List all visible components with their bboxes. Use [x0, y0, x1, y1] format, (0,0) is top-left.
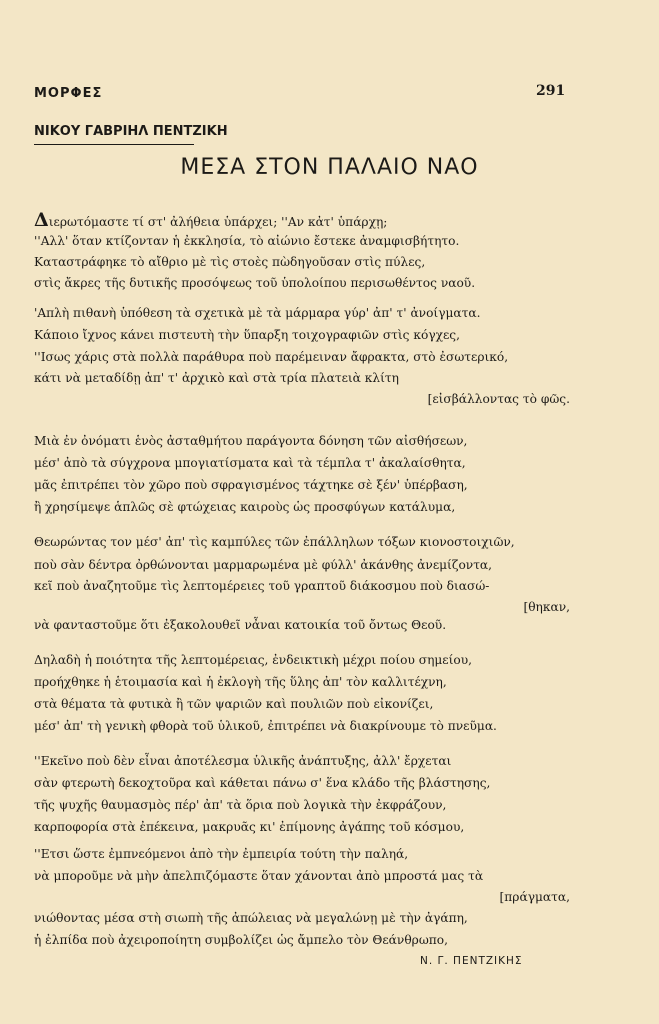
poem-line: ''Εκεῖνο ποὺ δὲν εἶναι ἀποτέλεσμα ὑλικῆς ἀνάπτυξης, ἀλλ' ἔρχεται — [34, 754, 452, 768]
poem-line: ''Αλλ' ὅταν κτίζονταν ἡ ἐκκλησία, τὸ αἰώνιο ἔστεκε ἀναμφισβήτητο. — [34, 234, 460, 248]
drop-cap: Δ — [34, 209, 49, 231]
poem-line: στὶς ἄκρες τῆς δυτικῆς προσόψεως τοῦ ὑπολοίπου περισωθέντος ναοῦ. — [34, 276, 476, 290]
poem-line: κάτι νὰ μεταδίδῃ ἀπ' τ' ἀρχικὸ καὶ στὰ τρία πλατειὰ κλίτη — [34, 371, 399, 385]
poem-line: νὰ μποροῦμε νὰ μὴν ἀπελπιζόμαστε ὅταν χάνονται ἀπὸ μπροστά μας τὰ — [34, 869, 484, 883]
poem-line: καρποφορία στὰ ἐπέκεινα, μακρυᾶς κι' ἐπίμονης ἀγάπης τοῦ κόσμου, — [34, 820, 465, 834]
poem-line: ἡ ἐλπίδα ποὺ ἀχειροποίητη συμβολίζει ὡς ἄμπελο τὸν Θεάνθρωπο, — [34, 933, 448, 947]
poem-line: τῆς ψυχῆς θαυμασμὸς πέρ' ἀπ' τὰ ὅρια ποὺ λογικὰ τὴν ἐκφράζουν, — [34, 798, 447, 812]
poem-line-continuation: [εἰσβάλλοντας τὸ φῶς. — [427, 392, 570, 406]
author-name: ΝΙΚΟΥ ΓΑΒΡΙΗΛ ΠΕΝΤΖΙΚΗ — [34, 124, 228, 139]
poem-line: ''Ετσι ὥστε ἐμπνεόμενοι ἀπὸ τὴν ἐμπειρία τούτη τὴν παληά, — [34, 847, 409, 861]
poem-line-continuation: [θηκαν, — [523, 600, 570, 614]
poem-line: Καταστράφηκε τὸ αἴθριο μὲ τὶς στοὲς πὼδηγοῦσαν στὶς πύλες, — [34, 255, 426, 269]
signature: Ν. Γ. ΠΕΝΤΖΙΚΗΣ — [420, 955, 523, 967]
poem-line-continuation: [πράγματα, — [499, 890, 570, 904]
poem-line: κεῖ ποὺ ἀναζητοῦμε τὶς λεπτομέρειες τοῦ γραπτοῦ διάκοσμου ποὺ διασώ- — [34, 579, 490, 593]
poem-line: μέσ' ἀπ' τὴ γενικὴ φθορὰ τοῦ ὑλικοῦ, ἐπιτρέπει νὰ διακρίνουμε τὸ πνεῦμα. — [34, 719, 497, 733]
poem-line: σὰν φτερωτὴ δεκοχτοῦρα καὶ κάθεται πάνω σ' ἕνα κλάδο τῆς βλάστησης, — [34, 776, 491, 790]
poem-line: ἢ χρησίμεψε ἁπλῶς σὲ φτώχειας καιροὺς ὡς προσφύγων κατάλυμα, — [34, 500, 456, 514]
poem-line: νιώθοντας μέσα στὴ σιωπὴ τῆς ἀπώλειας νὰ μεγαλώνῃ μὲ τὴν ἀγάπη, — [34, 911, 468, 925]
poem-line: Κάποιο ἴχνος κάνει πιστευτὴ τὴν ὕπαρξη τοιχογραφιῶν στὶς κόγχες, — [34, 328, 460, 342]
poem-line: μέσ' ἀπὸ τὰ σύγχρονα μπογιατίσματα καὶ τὰ τέμπλα τ' ἀκαλαίσθητα, — [34, 456, 466, 470]
poem-line: μᾶς ἐπιτρέπει τὸν χῶρο ποὺ σφραγισμένος τάχτηκε σὲ ξέν' ὑπέρβαση, — [34, 478, 468, 492]
poem-line: ''Ισως χάρις στὰ πολλὰ παράθυρα ποὺ παρέμειναν ἄφρακτα, στὸ ἐσωτερικό, — [34, 350, 509, 364]
poem-line: 'Απλὴ πιθανὴ ὑπόθεση τὰ σχετικὰ μὲ τὰ μάρμαρα γύρ' ἀπ' τ' ἀνοίγματα. — [34, 306, 481, 320]
poem-line: νὰ φανταστοῦμε ὅτι ἐξακολουθεῖ νἆναι κατοικία τοῦ ὄντως Θεοῦ. — [34, 618, 447, 632]
poem-line: ποὺ σὰν δέντρα ὀρθώνονται μαρμαρωμένα μὲ φύλλ' ἀκάνθης ἀνεμίζοντα, — [34, 558, 493, 572]
poem-line: Μιὰ ἐν ὀνόματι ἑνὸς ἀσταθμήτου παράγοντα δόνηση τῶν αἰσθήσεων, — [34, 434, 468, 448]
poem-line: Διερωτόμαστε τί στ' ἀλήθεια ὑπάρχει; ''Αν κἀτ' ὑπάρχῃ; — [34, 209, 388, 231]
poem-title: ΜΕΣΑ ΣΤΟΝ ΠΑΛΑΙΟ ΝΑΟ — [180, 155, 479, 180]
poem-line: Δηλαδὴ ἡ ποιότητα τῆς λεπτομέρειας, ἐνδεικτικὴ μέχρι ποίου σημείου, — [34, 653, 473, 667]
author-underline — [34, 144, 194, 145]
poem-line: Θεωρώντας τον μέσ' ἀπ' τὶς καμπύλες τῶν ἐπάλληλων τόξων κιονοστοιχιῶν, — [34, 535, 515, 549]
poem-line: στὰ θέματα τὰ φυτικὰ ἢ τῶν ψαριῶν καὶ πουλιῶν ποὺ εἰκονίζει, — [34, 697, 434, 711]
poem-line: προήχθηκε ἡ ἑτοιμασία καὶ ἡ ἐκλογὴ τῆς ὕλης ἀπ' τὸν καλλιτέχνη, — [34, 675, 447, 689]
running-head: ΜΟΡΦΕΣ — [34, 86, 103, 101]
page-number: 291 — [536, 83, 566, 99]
